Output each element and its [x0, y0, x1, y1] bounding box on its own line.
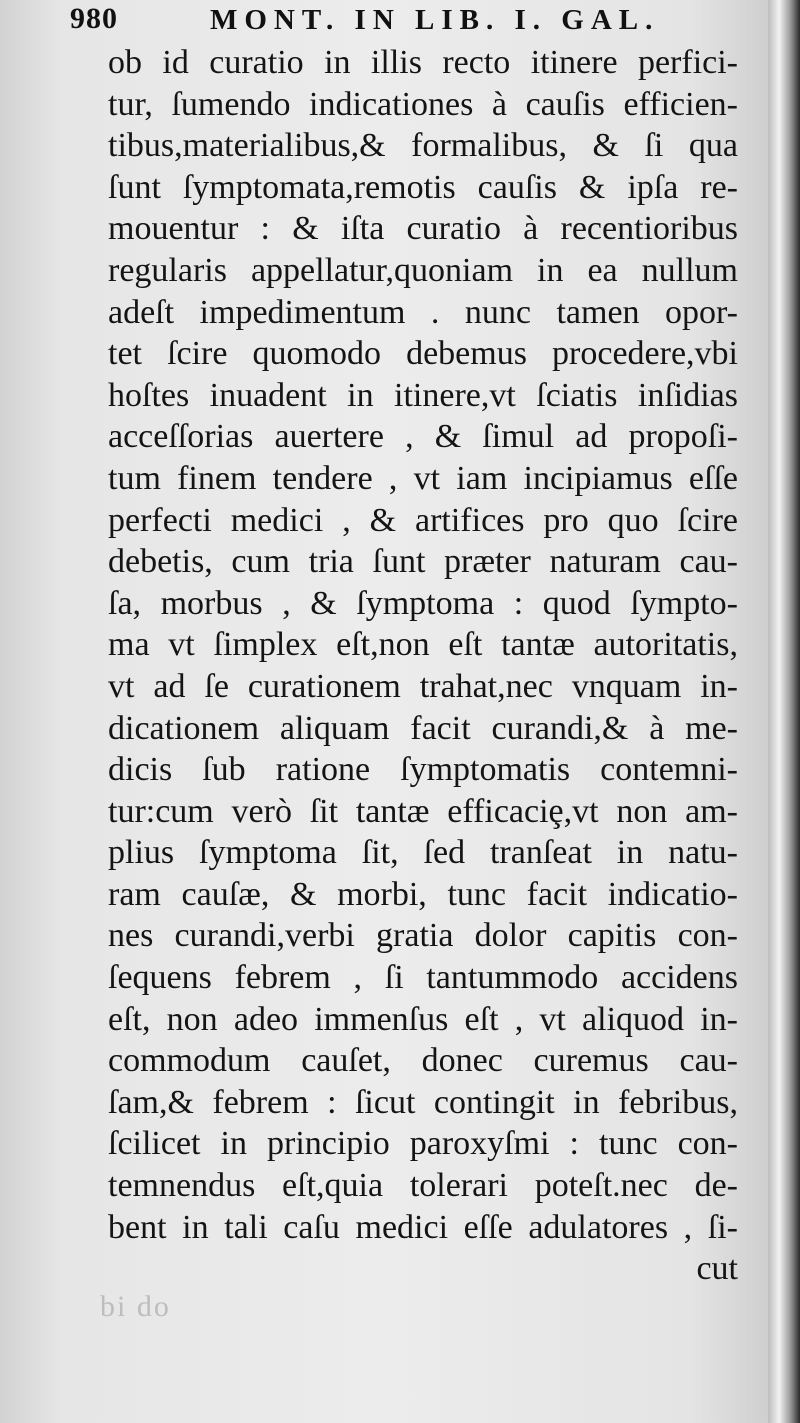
text-line: perfecti medici , & artifices pro quo ſcire [108, 501, 738, 539]
text-line: nes curandi,verbi gratia dolor capitis con- [108, 917, 738, 955]
text-line: ma vt ſimplex eſt,non eſt tantæ autoritatis, [108, 626, 738, 664]
text-line: ſunt ſymptomata,remotis cauſis & ipſa re- [108, 168, 738, 206]
text-line: ob id curatio in illis recto itinere perfici- [108, 44, 738, 81]
text-line: temnendus eſt,quia tolerari poteſt.nec de- [108, 1167, 738, 1205]
text-line: vt ad ſe curationem trahat,nec vnquam in- [108, 667, 738, 705]
text-line: regularis appellatur,quoniam in ea nullum [108, 251, 738, 289]
text-line: tibus,materialibus,& formalibus, & ſi qua [108, 127, 738, 165]
text-line: ſam,& febrem : ſicut contingit in febribus, [108, 1083, 738, 1121]
text-line: adeſt impedimentum . nunc tamen opor- [108, 293, 738, 331]
text-line: tur, ſumendo indicationes à cauſis efficien- [108, 85, 738, 123]
text-line: tur:cum verò ſit tantæ efficaciȩ,vt non am- [108, 792, 738, 830]
text-line: ſa, morbus , & ſymptoma : quod ſympto- [108, 584, 738, 622]
text-line: bent in tali caſu medici eſſe adulatores , ſi- [108, 1208, 738, 1246]
text-line: ram cauſæ, & morbi, tunc facit indicatio- [108, 875, 738, 913]
bleed-through-text: bi do [100, 1290, 171, 1323]
text-line: hoſtes inuadent in itinere,vt ſciatis inſidias [108, 376, 738, 414]
text-line: plius ſymptoma ſit, ſed tranſeat in natu- [108, 834, 738, 872]
text-line: tum finem tendere , vt iam incipiamus eſſe [108, 459, 738, 497]
body-text [108, 42, 738, 1290]
text-line: dicationem aliquam facit curandi,& à me- [108, 709, 738, 747]
text-line: tet ſcire quomodo debemus procedere,vbi [108, 335, 738, 373]
text-line: dicis ſub ratione ſymptomatis contemni- [108, 751, 738, 789]
text-line: ſequens febrem , ſi tantummodo accidens [108, 959, 738, 997]
page-edge [768, 0, 800, 1423]
text-line: debetis, cum tria ſunt præter naturam cau- [108, 543, 738, 581]
text-line: ſcilicet in principio paroxyſmi : tunc con- [108, 1125, 738, 1163]
text-line: commodum cauſet, donec curemus cau- [108, 1042, 738, 1080]
page-header [70, 0, 720, 44]
catchword: cut [696, 1250, 738, 1288]
text-line: mouentur : & iſta curatio à recentioribus [108, 210, 738, 248]
page-number: 980 [70, 2, 118, 35]
text-line: acceſſorias auertere , & ſimul ad propoſi- [108, 418, 738, 456]
text-line: eſt, non adeo immenſus eſt , vt aliquod in- [108, 1000, 738, 1038]
running-head: MONT. IN LIB. I. GAL. [210, 4, 660, 36]
